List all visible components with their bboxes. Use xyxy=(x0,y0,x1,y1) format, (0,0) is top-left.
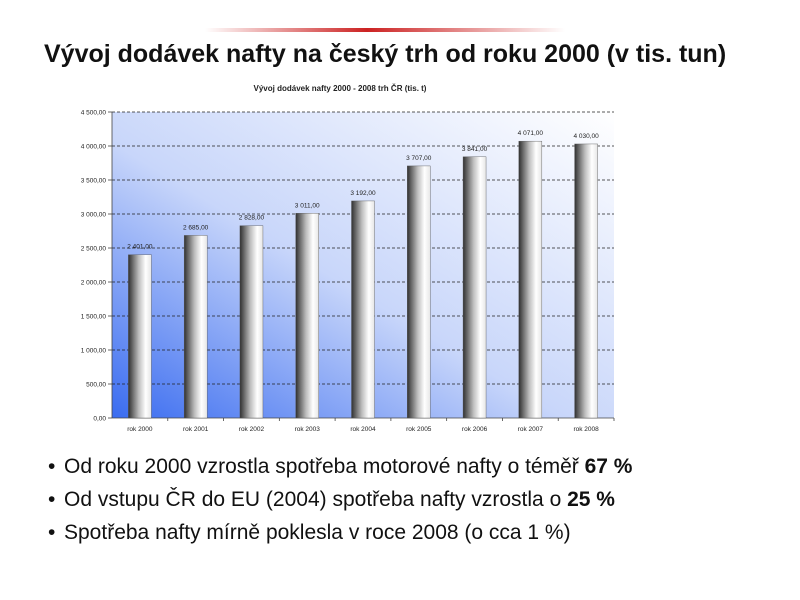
data-label: 2 401,00 xyxy=(127,243,153,251)
bullet-text: Od roku 2000 vzrostla spotřeba motorové nafty o téměř xyxy=(64,455,585,478)
bullet-item xyxy=(48,483,788,516)
bar xyxy=(463,157,486,418)
y-tick-label: 0,00 xyxy=(93,415,106,423)
x-tick-label: rok 2000 xyxy=(127,426,153,433)
data-label: 3 707,00 xyxy=(406,154,432,162)
title-accent-bar xyxy=(205,28,565,32)
x-tick-label: rok 2005 xyxy=(406,426,432,433)
y-tick-label: 1 000,00 xyxy=(80,347,106,355)
bullet-dot: • xyxy=(48,455,56,478)
bullet-text: Od vstupu ČR do EU (2004) spotřeba nafty vzrostla o xyxy=(64,488,568,511)
y-tick-label: 2 500,00 xyxy=(80,245,106,253)
bar xyxy=(407,166,430,418)
data-label: 2 685,00 xyxy=(183,224,209,232)
x-tick-label: rok 2004 xyxy=(350,426,376,433)
bullet-dot: • xyxy=(48,521,56,544)
data-label: 3 841,00 xyxy=(461,145,488,153)
chart-plot xyxy=(60,82,620,442)
bar xyxy=(240,226,263,418)
y-tick-label: 3 000,00 xyxy=(80,211,106,219)
chart-title: Vývoj dodávek nafty 2000 - 2008 trh ČR (tis. t) xyxy=(253,84,427,93)
bar xyxy=(519,141,542,418)
data-label: 4 030,00 xyxy=(573,132,599,140)
bar xyxy=(184,235,207,418)
data-label: 4 071,00 xyxy=(517,130,543,138)
slide-title: Vývoj dodávek nafty na český trh od roku 2000 (v tis. tun) xyxy=(44,40,727,68)
x-tick-label: rok 2002 xyxy=(238,426,265,433)
y-tick-label: 1 500,00 xyxy=(80,313,106,321)
x-tick-label: rok 2006 xyxy=(461,426,488,433)
bullet-item xyxy=(48,450,788,483)
bar xyxy=(128,255,151,418)
x-tick-label: rok 2007 xyxy=(517,426,543,433)
x-tick-label: rok 2001 xyxy=(183,426,209,433)
bullet-list xyxy=(48,450,788,549)
y-tick-label: 3 500,00 xyxy=(80,177,106,185)
x-tick-label: rok 2003 xyxy=(294,426,320,433)
y-tick-label: 2 000,00 xyxy=(80,279,106,287)
bar-chart xyxy=(60,82,620,442)
y-tick-label: 4 000,00 xyxy=(80,143,106,151)
bar xyxy=(575,144,598,418)
y-tick-label: 4 500,00 xyxy=(80,109,106,117)
bullet-highlight: 67 % xyxy=(584,455,633,478)
data-label: 2 828,00 xyxy=(238,214,265,222)
x-tick-label: rok 2008 xyxy=(573,426,599,433)
bullet-text: Spotřeba nafty mírně poklesla v roce 2008 (o cca 1 %) xyxy=(64,521,571,544)
bullet-dot: • xyxy=(48,488,56,511)
y-tick-label: 500,00 xyxy=(86,381,106,389)
bar xyxy=(296,213,319,418)
data-label: 3 011,00 xyxy=(294,202,320,210)
data-label: 3 192,00 xyxy=(350,189,376,197)
bullet-item xyxy=(48,516,788,549)
bullet-highlight: 25 % xyxy=(567,488,615,511)
bar xyxy=(352,201,375,418)
